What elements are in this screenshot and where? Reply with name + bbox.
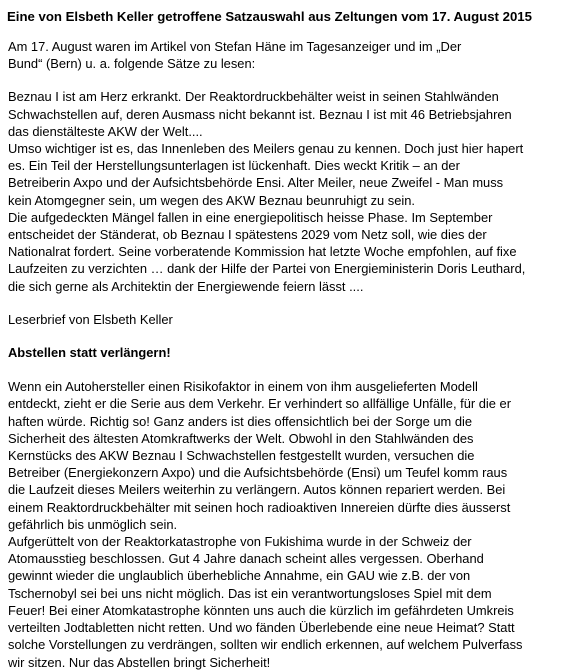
letter-body: Wenn ein Autohersteller einen Risikofaktor in einem von ihm ausgelieferten Modell entdeckt, zieht er die Serie aus dem Verkehr. Er verhindert so allfällige Unfälle, für die er haften würde. Richtig so! Ganz anders ist dies offensichtlich bei der Sorge um die Sicherheit des ältesten Atomkraftwerks der Welt. Obwohl in den Stahlwänden des Kernstücks des AKW Beznau I Schwachstellen festgestellt wurden, versuchen die Betreiber (Energiekonzern Axpo) und die Aufsichtsbehörde (Ensi) um Teufel komm raus die Laufzeit dieses Meilers weiterhin zu verlängern. Autos können repariert werden. Bei einem Reaktordruckbehälter mit seinen hoch radioaktiven Innereien dürfte dies äusserst gefährlich bis unmöglich sein. Aufgerüttelt von der Reaktorkatastrophe von Fukishima wurde in der Schweiz der Atomausstieg beschlossen. Gut 4 Jahre danach scheint alles vergessen. Oberhand gewinnt wieder die unglaublich überhebliche Annahme, ein GAU wie z.B. der von Tschernobyl sei bei uns nicht möglich. Das ist ein verantwortungsloses Spiel mit dem Feuer! Bei einer Atomkatastrophe könnten uns auch die kürzlich im gefährdeten Umkreis verteilten Jodtabletten nicht retten. Und wo fänden Überlebende eine neue Heimat? Statt solche Vorstellungen zu verdrängen, sollten wir endlich erkennen, auf welchem Pulverfass wir sitzen. Nur das Abstellen bringt Sicherheit! [8, 379, 523, 670]
letter-byline: Leserbrief von Elsbeth Keller [8, 311, 173, 327]
letter-heading: Abstellen statt verlängern! [8, 345, 171, 361]
newspaper-excerpt: Beznau I ist am Herz erkrankt. Der Reaktordruckbehälter weist in seinen Stahlwänden Schwachstellen auf, deren Ausmass nicht bekannt ist. Beznau I ist mit 46 Betriebsjahren das dienstälteste AKW der Welt.... Umso wichtiger ist es, das Innenleben des Meilers genau zu kennen. Doch just hier hapert es. Ein Teil der Herstellungsunterlagen ist lückenhaft. Dies weckt Kritik – an der Betreiberin Axpo und der Aufsichtsbehörde Ensi. Alter Meiler, neue Zweifel - Man muss kein Atomgegner sein, um wegen des AKW Beznau beunruhigt zu sein. Die aufgedeckten Mängel fallen in eine energiepolitisch heisse Phase. Im September entscheidet der Ständerat, ob Beznau I spätestens 2029 vom Netz soll, wie dies der Nationalrat fordert. Seine vorberatende Kommission hat letzte Woche empfohlen, auf fixe Laufzeiten zu verzichten … dank der Hilfe der Partei von Energieministerin Doris Leuthard, die sich gerne als Architektin der Energiewende feiern lässt .... [8, 89, 526, 294]
intro-paragraph: Am 17. August waren im Artikel von Stefan Häne im Tagesanzeiger und im „Der Bund“ (Bern) u. a. folgende Sätze zu lesen: [8, 39, 462, 72]
document-title: Eine von Elsbeth Keller getroffene Satzauswahl aus Zeltungen vom 17. August 2015 [7, 9, 532, 24]
document-page [7, 8, 569, 671]
